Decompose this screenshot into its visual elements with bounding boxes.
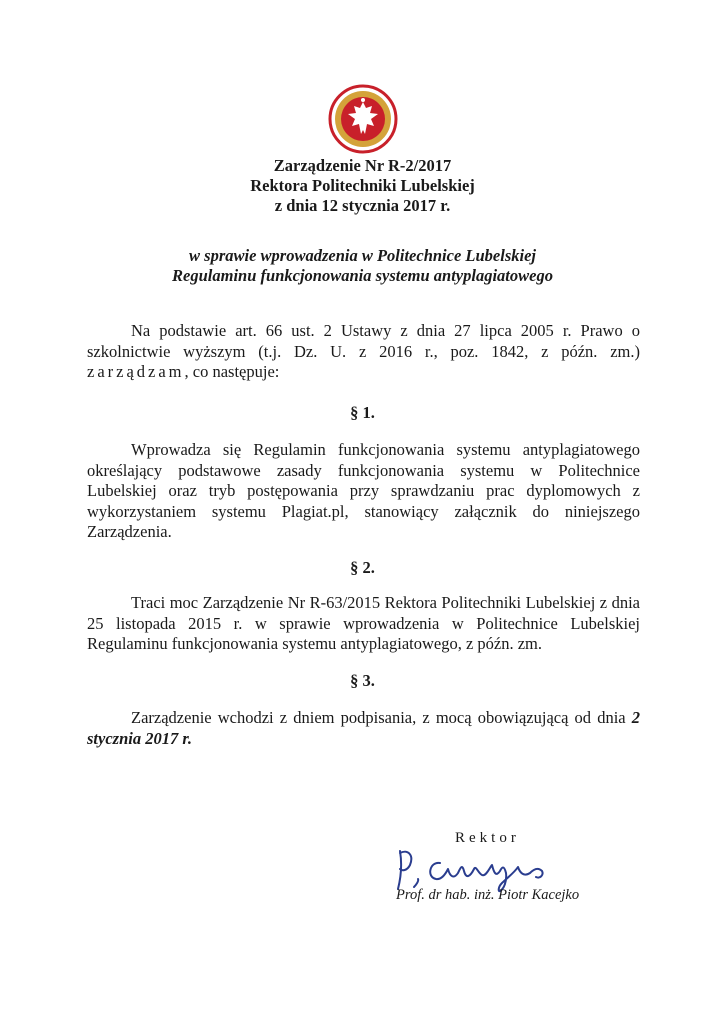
signer-role: Rektor: [455, 830, 520, 846]
subject-line-1: w sprawie wprowadzenia w Politechnice Lubelskiej: [189, 246, 536, 265]
title-line-2: Rektora Politechniki Lubelskiej: [250, 176, 475, 195]
section-3-heading: § 3.: [350, 671, 375, 690]
section-3-text: Zarządzenie wchodzi z dniem podpisania, z mocą obowiązującą od dnia: [131, 708, 632, 727]
preamble-text: Na podstawie art. 66 ust. 2 Ustawy z dnia 27 lipca 2005 r. Prawo o szkolnictwie wyższym (t.j. Dz. U. z 2016 r., poz. 1842, z późn. zm.): [87, 321, 640, 361]
signer-name: Prof. dr hab. inż. Piotr Kacejko: [396, 887, 580, 903]
university-logo-icon: [328, 84, 398, 154]
section-3-effective-date: 2 stycznia 2017 r.: [87, 708, 640, 748]
preamble-paragraph: [87, 321, 640, 383]
document-title: [0, 156, 725, 216]
section-2-heading: § 2.: [350, 558, 375, 577]
title-line-3: z dnia 12 stycznia 2017 r.: [274, 196, 451, 215]
title-line-1: Zarządzenie Nr R-2/2017: [273, 156, 452, 175]
preamble-decree-word: zarządzam: [87, 362, 185, 381]
preamble-end: , co następuje:: [184, 362, 280, 381]
section-1-heading: § 1.: [350, 403, 375, 422]
section-2-paragraph: Traci moc Zarządzenie Nr R-63/2015 Rektora Politechniki Lubelskiej z dnia 25 listopada 2015 r. w sprawie wprowadzenia w Politechnice Lubelskiej Regulaminu funkcjonowania systemu antyplagiatowego, z późn. zm.: [87, 593, 640, 653]
subject-line-2: Regulaminu funkcjonowania systemu antyplagiatowego: [172, 266, 553, 285]
section-3-paragraph: [87, 708, 640, 749]
document-subject: [0, 246, 725, 286]
section-1-paragraph: Wprowadza się Regulamin funkcjonowania systemu antyplagiatowego określający podstawowe zasady funkcjonowania systemu w Politechnice Lubelskiej oraz tryb postępowania przy sprawdzaniu prac dyplomowych z wykorzystaniem systemu Plagiat.pl, stanowiący załącznik do niniejszego Zarządzenia.: [87, 440, 640, 541]
